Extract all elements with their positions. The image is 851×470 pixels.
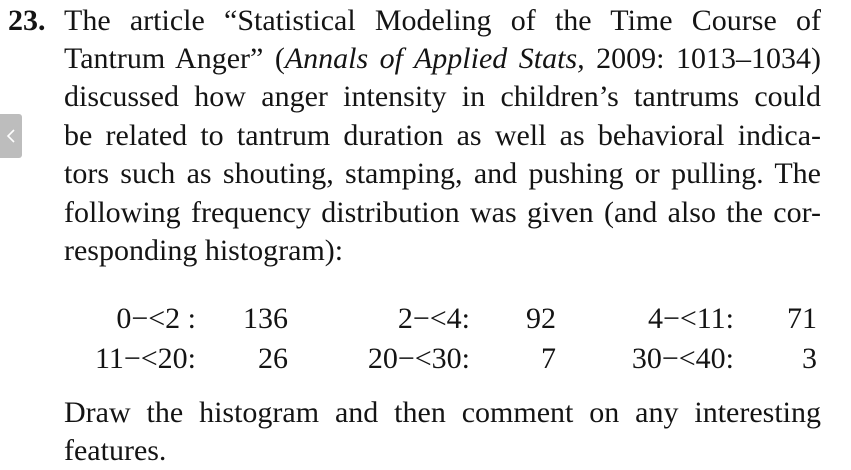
text-line: discussed how anger intensity in children’s tantrums could xyxy=(64,80,821,113)
text-segment: Tantrum Anger” ( xyxy=(64,42,285,75)
interval-label: 4−<11: xyxy=(647,302,734,335)
interval-count: 71 xyxy=(787,302,817,335)
interval-label: 30−<40: xyxy=(631,342,734,375)
exercise-number: 23. xyxy=(8,4,46,37)
text-line: tors such as shouting, stamping, and pushing or pulling. The xyxy=(64,157,821,190)
interval-label: 2−<4: xyxy=(397,302,470,335)
interval-count: 26 xyxy=(258,342,288,375)
text-line: Draw the histogram and then comment on any interesting xyxy=(64,396,821,429)
text-line-citation xyxy=(64,40,821,78)
text-line: The article “Statistical Modeling of the Time Course of xyxy=(64,4,821,37)
journal-title: Annals of Applied Stats, xyxy=(284,42,585,75)
interval-label: 0−<2 : xyxy=(116,302,196,335)
text-segment: 2009: 1013–1034) xyxy=(584,42,821,75)
chevron-left-icon xyxy=(5,128,17,144)
interval-count: 3 xyxy=(802,342,817,375)
interval-label: 11−<20: xyxy=(94,342,196,375)
text-line: responding histogram): xyxy=(64,234,344,267)
interval-count: 7 xyxy=(541,342,556,375)
text-line: be related to tantrum duration as well as behavioral indica- xyxy=(64,119,821,152)
text-line: following frequency distribution was given (and also the cor- xyxy=(64,196,821,229)
back-button[interactable] xyxy=(0,114,22,158)
text-line: features. xyxy=(64,434,167,467)
interval-count: 136 xyxy=(243,302,288,335)
interval-label: 20−<30: xyxy=(367,342,470,375)
interval-count: 92 xyxy=(526,302,556,335)
